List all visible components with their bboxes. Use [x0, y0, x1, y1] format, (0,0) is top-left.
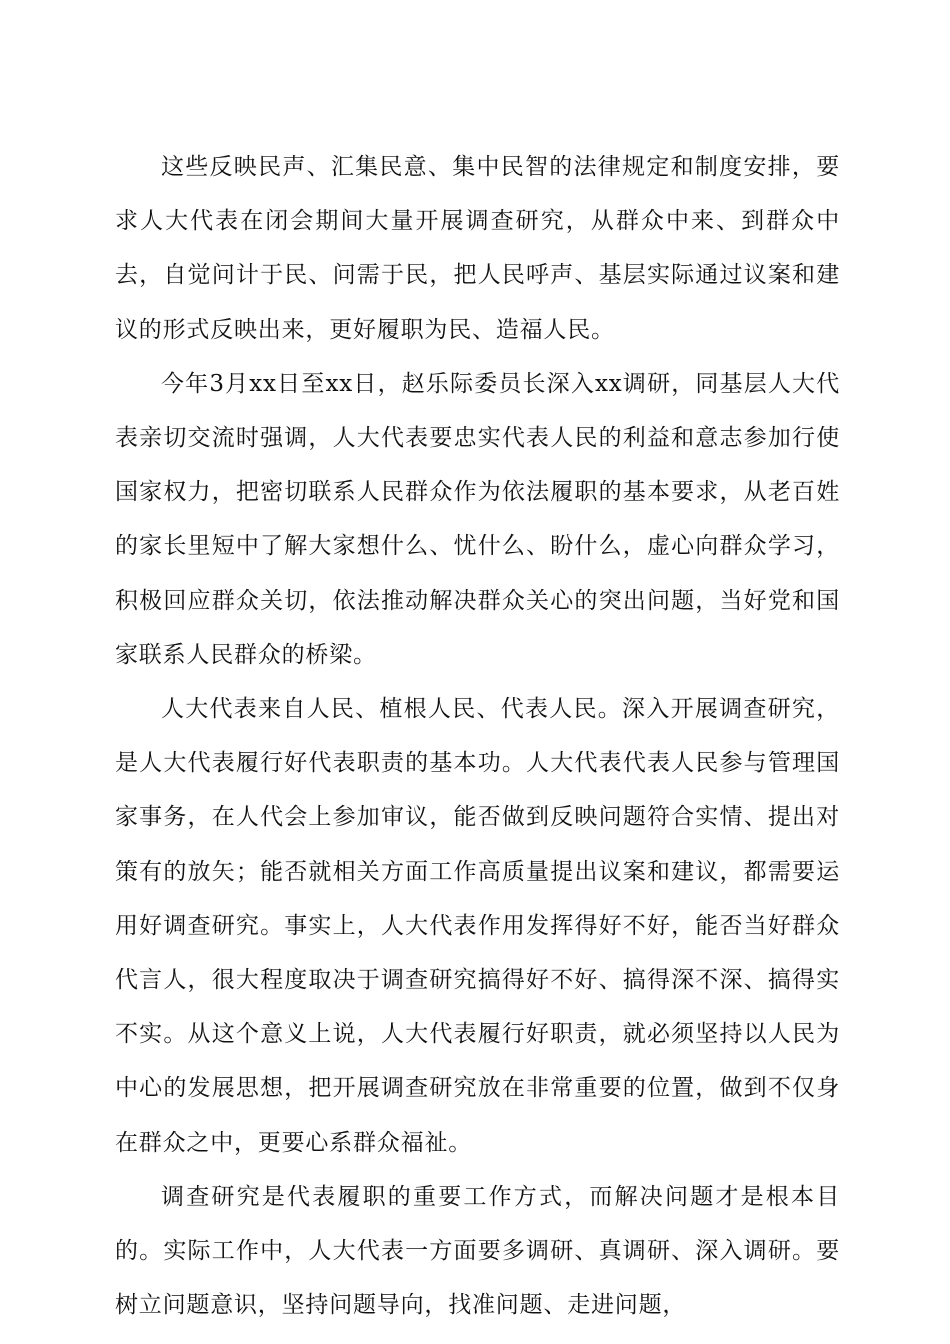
- paragraph-4: 调查研究是代表履职的重要工作方式，而解决问题才是根本目的。实际工作中，人大代表一方面要多调研、真调研、深入调研。要树立问题意识，坚持问题导向，找准问题、走进问题，: [115, 1183, 840, 1319]
- document-body: [115, 140, 840, 1332]
- paragraph-3: 人大代表来自人民、植根人民、代表人民。深入开展调查研究，是人大代表履行好代表职责的基本功。人大代表代表人民参与管理国家事务，在人代会上参加审议，能否做到反映问题符合实情、提出对策有的放矢；能否就相关方面工作高质量提出议案和建议，都需要运用好调查研究。事实上，人大代表作用发挥得好不好，能否当好群众代言人，很大程度取决于调查研究搞得好不好、搞得深不深、搞得实不实。从这个意义上说，人大代表履行好职责，就必须坚持以人民为中心的发展思想，把开展调查研究放在非常重要的位置，做到不仅身在群众之中，更要心系群众福祉。: [115, 696, 840, 1156]
- paragraph-1: 这些反映民声、汇集民意、集中民智的法律规定和制度安排，要求人大代表在闭会期间大量开展调查研究，从群众中来、到群众中去，自觉问计于民、问需于民，把人民呼声、基层实际通过议案和建议的形式反映出来，更好履职为民、造福人民。: [115, 154, 840, 343]
- paragraph-2: 今年3月xx日至xx日，赵乐际委员长深入xx调研，同基层人大代表亲切交流时强调，人大代表要忠实代表人民的利益和意志参加行使国家权力，把密切联系人民群众作为依法履职的基本要求，从老百姓的家长里短中了解大家想什么、忧什么、盼什么，虚心向群众学习，积极回应群众关切，依法推动解决群众关心的突出问题，当好党和国家联系人民群众的桥梁。: [115, 370, 840, 668]
